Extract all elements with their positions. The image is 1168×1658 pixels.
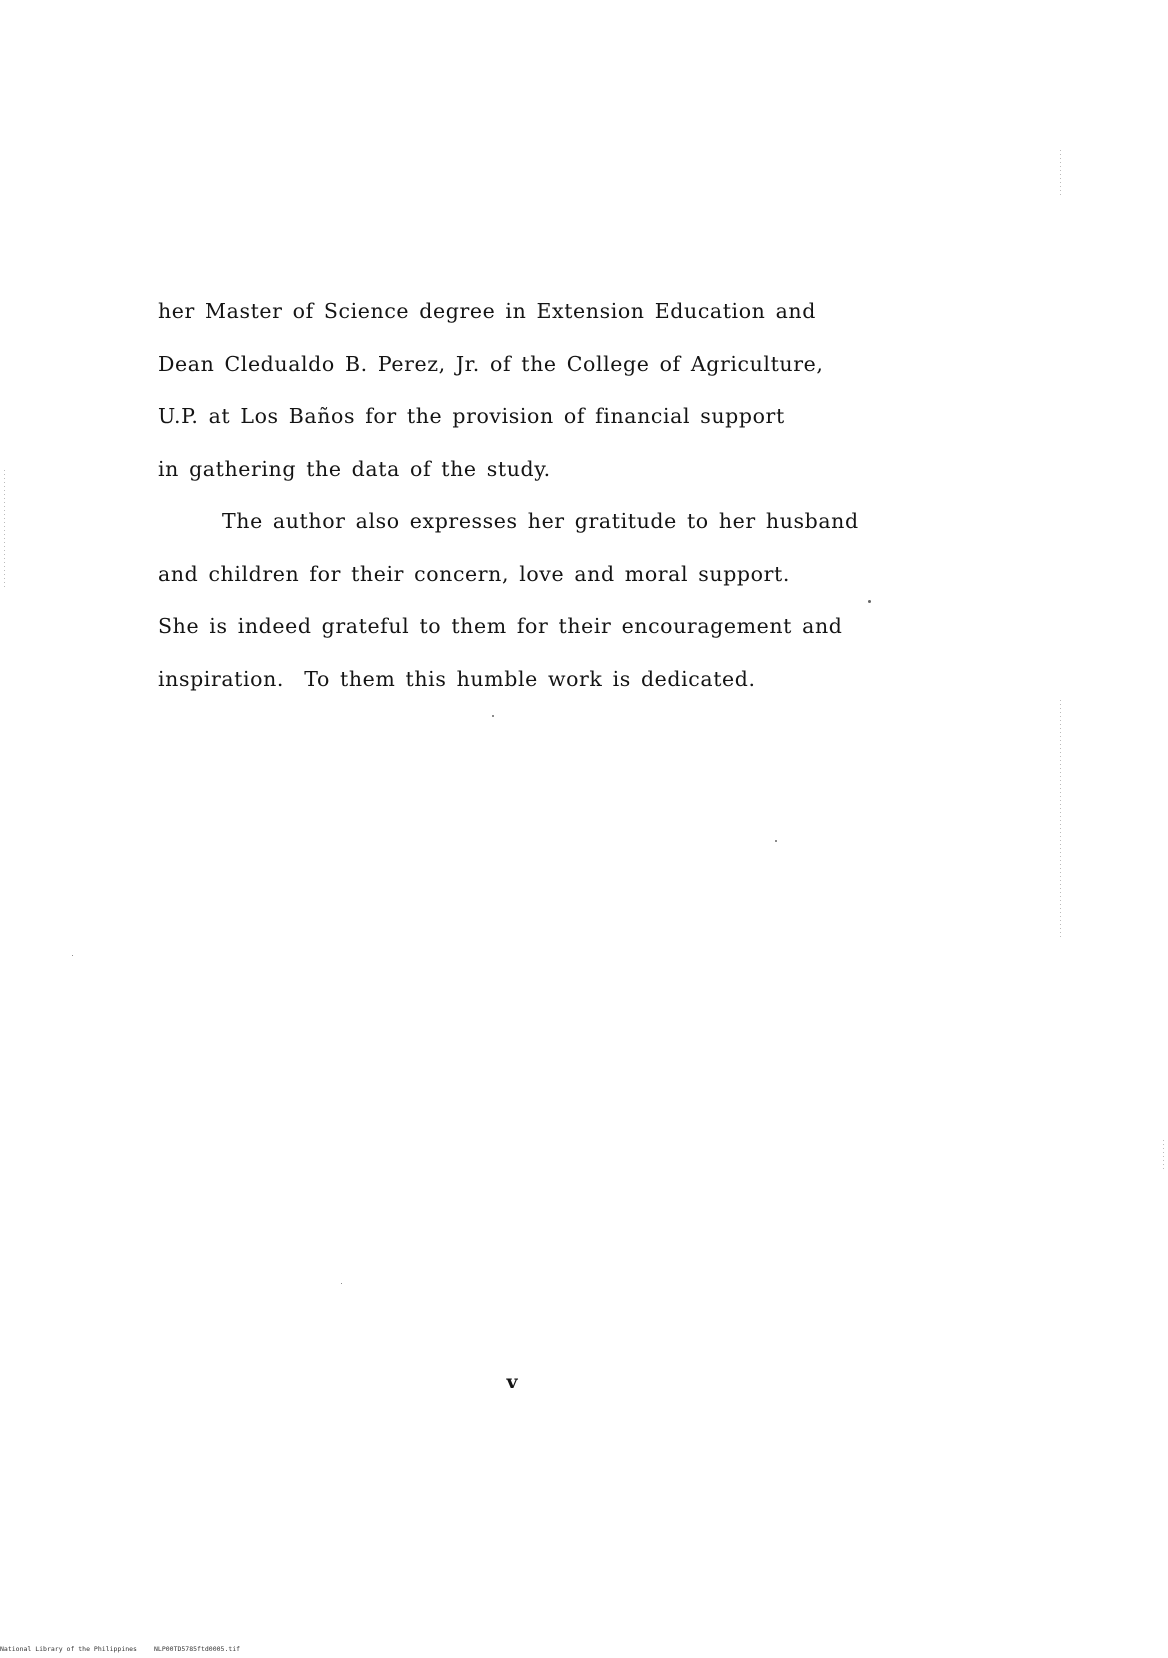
paragraph-1-line-2: Dean Cledualdo B. Perez, Jr. of the College of Agriculture, bbox=[158, 351, 824, 376]
paragraph-1-line-4: in gathering the data of the study. bbox=[158, 456, 551, 481]
scan-speck bbox=[492, 715, 494, 717]
scan-edge-noise bbox=[1060, 150, 1061, 195]
paragraph-2-line-1: The author also expresses her gratitude to her husband bbox=[222, 509, 859, 533]
paragraph-2-line-4: inspiration. To them this humble work is dedicated. bbox=[158, 666, 756, 691]
scan-edge-noise bbox=[1060, 700, 1061, 940]
footer-file-label: NLP00TD5785ftd0005.tif bbox=[154, 1645, 241, 1653]
scan-speck bbox=[775, 840, 777, 842]
paragraph-2-line-3: She is indeed grateful to them for their encouragement and bbox=[158, 614, 843, 638]
scan-speck bbox=[868, 600, 871, 603]
paragraph-2-line-2: and children for their concern, love and moral support. bbox=[158, 561, 790, 586]
scan-edge-noise bbox=[4, 470, 5, 590]
page-number: v bbox=[506, 1371, 518, 1393]
scan-edge-noise bbox=[1163, 1140, 1164, 1170]
paragraph-1-line-1: her Master of Science degree in Extension Education and bbox=[158, 299, 816, 323]
scan-speck bbox=[341, 1283, 342, 1284]
paragraph-1-line-3: U.P. at Los Baños for the provision of financial support bbox=[158, 404, 785, 428]
footer-library-label: National Library of the Philippines bbox=[0, 1645, 137, 1653]
scan-speck bbox=[72, 955, 73, 956]
body-text bbox=[158, 285, 938, 705]
